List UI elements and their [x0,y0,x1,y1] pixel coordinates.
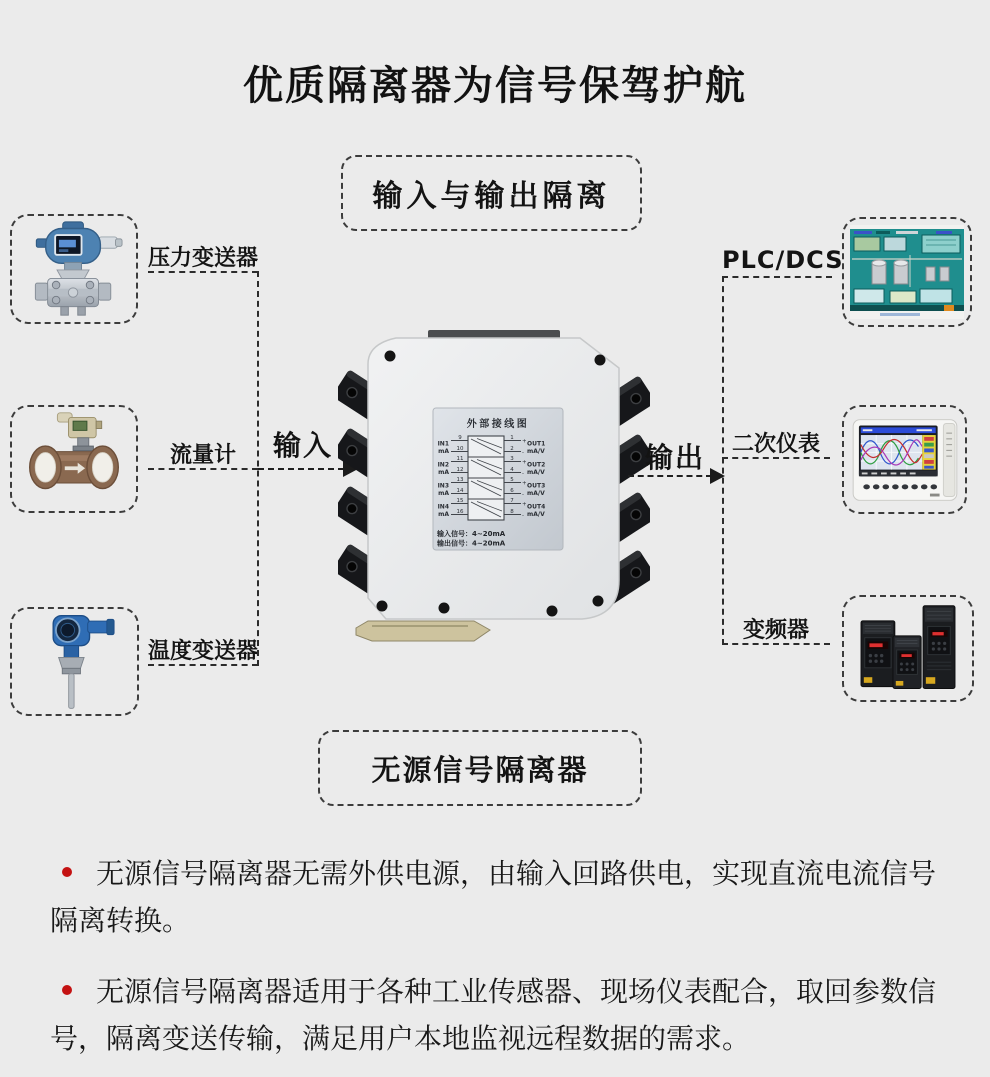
output-arrow-line [628,475,712,477]
svg-text:IN1: IN1 [437,440,449,448]
scada-screen-image [850,225,964,319]
svg-text:IN2: IN2 [437,461,449,469]
connector-line [148,271,258,273]
svg-text:+: + [522,480,527,487]
paperless-recorder-image [849,412,961,508]
svg-text:+: + [522,501,527,508]
source-box-pressure-transmitter [10,214,138,324]
connector-line [722,643,830,645]
svg-text:16: 16 [456,509,464,515]
label-temperature-transmitter: 温度变送器 [148,639,259,664]
bullet-text-line: 无源信号隔离器适用于各种工业传感器、现场仪表配合，取回参数信 [96,975,937,1008]
bullet-text-line: 隔离转换。 [50,904,191,937]
banner-input-output-isolation: 输入与输出隔离 [341,155,642,231]
temperature-transmitter-image [21,612,129,712]
frequency-inverter-image [849,602,967,696]
svg-text:-: - [522,512,524,519]
label-secondary-instrument: 二次仪表 [731,432,820,457]
svg-text:mA/V: mA/V [527,511,545,518]
description-section [50,850,962,1077]
svg-text:2: 2 [510,446,514,452]
output-arrow-label: 输出 [644,441,705,474]
source-box-temperature-transmitter [10,607,139,716]
svg-text:4: 4 [510,467,514,473]
svg-text:3: 3 [510,456,514,462]
bullet-text-line: 号，隔离变送传输，满足用户本地监视远程数据的需求。 [50,1022,751,1055]
bullet-dot-icon [62,985,72,995]
pressure-transmitter-image [18,220,130,318]
source-box-flow-meter [10,405,138,513]
svg-text:mA: mA [438,490,449,497]
svg-text:14: 14 [456,488,464,494]
svg-text:mA: mA [438,511,449,518]
svg-text:7: 7 [510,498,514,504]
page-title: 优质隔离器为信号保驾护航 [243,63,747,109]
svg-text:+: + [522,438,527,445]
bullet-paragraph [50,968,962,1062]
label-flow-meter: 流量计 [169,443,236,468]
bullet-dot-icon [62,867,72,877]
svg-text:8: 8 [510,509,514,515]
bullet-text-line: 无源信号隔离器无需外供电源，由输入回路供电，实现直流电流信号 [96,857,937,890]
destination-box-frequency-inverter [842,595,974,702]
signal-isolator-image [338,330,650,650]
svg-text:9: 9 [458,435,462,441]
svg-text:6: 6 [510,488,514,494]
connector-line [722,276,832,278]
din-rail-clip [356,621,490,641]
svg-text:-: - [522,470,524,477]
input-arrow-line [258,468,344,470]
destination-box-secondary-instrument [842,405,967,514]
svg-text:mA/V: mA/V [527,490,545,497]
svg-text:OUT2: OUT2 [527,461,546,469]
connector-line [148,664,258,666]
svg-text:-: - [522,449,524,456]
svg-text:IN4: IN4 [437,503,449,511]
svg-text:OUT1: OUT1 [527,440,546,448]
svg-text:10: 10 [456,446,464,452]
bullet-paragraph [50,850,962,944]
destination-box-plc-dcs [842,217,972,327]
banner-passive-isolator: 无源信号隔离器 [318,730,642,806]
svg-text:12: 12 [456,467,464,473]
svg-text:-: - [522,491,524,498]
connector-line [148,468,258,470]
label-frequency-inverter: 变频器 [742,618,809,643]
svg-text:+: + [522,459,527,466]
svg-text:15: 15 [456,498,464,504]
svg-text:IN3: IN3 [437,482,449,490]
connector-line [722,276,724,645]
svg-text:输出信号：4~20mA: 输出信号：4~20mA [437,539,506,548]
svg-text:mA/V: mA/V [527,469,545,476]
label-pressure-transmitter: 压力变送器 [148,246,259,271]
input-arrow-label: 输入 [272,429,333,462]
svg-text:mA: mA [438,448,449,455]
svg-text:5: 5 [510,477,514,483]
svg-text:11: 11 [456,456,464,462]
flow-meter-image [18,411,130,507]
label-plc-dcs: PLC/DCS [722,246,844,274]
svg-text:mA: mA [438,469,449,476]
svg-text:外部接线图: 外部接线图 [466,419,530,430]
svg-text:mA/V: mA/V [527,448,545,455]
svg-text:1: 1 [510,435,514,441]
connector-line [722,457,830,459]
svg-text:OUT3: OUT3 [527,482,546,490]
svg-text:输入信号：4~20mA: 输入信号：4~20mA [437,530,506,538]
svg-text:OUT4: OUT4 [527,503,546,511]
svg-text:13: 13 [456,477,464,483]
